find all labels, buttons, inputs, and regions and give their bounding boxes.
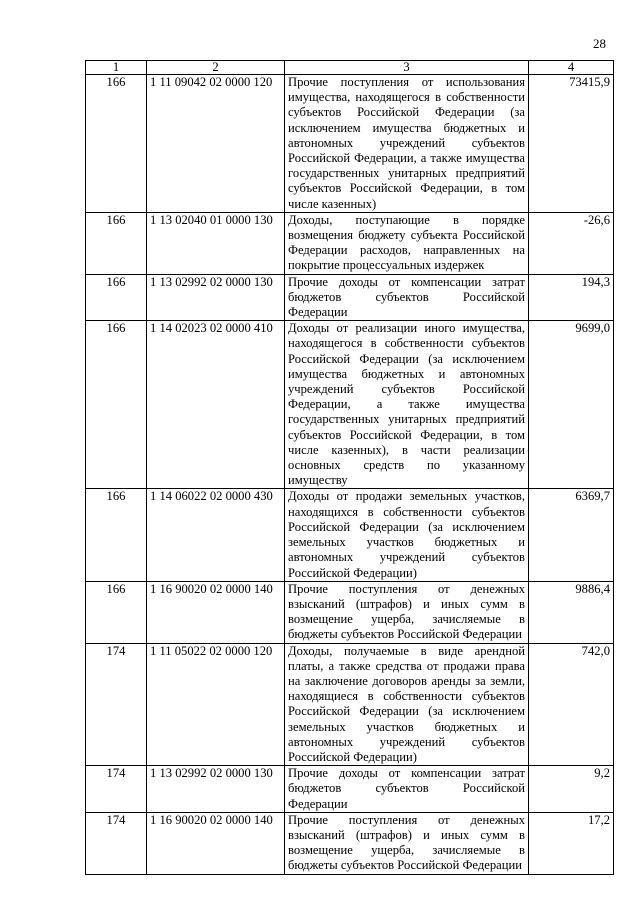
- table-row: [86, 581, 614, 643]
- admin-code-cell: 166: [86, 581, 147, 643]
- budget-code-cell: 1 14 02023 02 0000 410: [147, 321, 285, 489]
- table-row: [86, 643, 614, 766]
- budget-code-cell: 1 14 06022 02 0000 430: [147, 489, 285, 581]
- table-row: [86, 812, 614, 874]
- revenue-name-cell: Прочие доходы от компенсации затрат бюджетов субъектов Российской Федерации: [285, 766, 529, 813]
- amount-cell: 9886,4: [529, 581, 614, 643]
- amount-cell: -26,6: [529, 212, 614, 274]
- column-header-1: 1: [86, 61, 147, 75]
- table-row: [86, 766, 614, 813]
- budget-code-cell: 1 13 02040 01 0000 130: [147, 212, 285, 274]
- revenue-name-cell: Прочие поступления от использования имущества, находящегося в собственности субъектов Российской Федерации (за исключением имущества бюджетных и автономных учреждений субъектов Российской Федерации, а также имущества государственных унитарных предприятий субъектов Российской Федерации, в том числе казенных): [285, 75, 529, 213]
- admin-code-cell: 166: [86, 274, 147, 321]
- amount-cell: 73415,9: [529, 75, 614, 213]
- table-row: [86, 212, 614, 274]
- revenue-name-cell: Доходы, получаемые в виде арендной платы, а также средства от продажи права на заключение договоров аренды за земли, находящиеся в собственности субъектов Российской Федерации (за исключением земельных участков бюджетных и автономных учреждений субъектов Российской Федерации): [285, 643, 529, 766]
- admin-code-cell: 174: [86, 766, 147, 813]
- revenue-name-cell: Прочие доходы от компенсации затрат бюджетов субъектов Российской Федерации: [285, 274, 529, 321]
- admin-code-cell: 166: [86, 212, 147, 274]
- revenue-name-cell: Доходы, поступающие в порядке возмещения бюджету субъекта Российской Федерации расходов, направленных на покрытие процессуальных издержек: [285, 212, 529, 274]
- budget-code-cell: 1 11 05022 02 0000 120: [147, 643, 285, 766]
- budget-code-cell: 1 13 02992 02 0000 130: [147, 766, 285, 813]
- admin-code-cell: 166: [86, 75, 147, 213]
- amount-cell: 17,2: [529, 812, 614, 874]
- amount-cell: 742,0: [529, 643, 614, 766]
- budget-code-cell: 1 16 90020 02 0000 140: [147, 812, 285, 874]
- admin-code-cell: 174: [86, 643, 147, 766]
- amount-cell: 194,3: [529, 274, 614, 321]
- revenue-table: [85, 60, 614, 875]
- budget-code-cell: 1 16 90020 02 0000 140: [147, 581, 285, 643]
- table-row: [86, 489, 614, 581]
- amount-cell: 9699,0: [529, 321, 614, 489]
- column-header-2: 2: [147, 61, 285, 75]
- column-header-3: 3: [285, 61, 529, 75]
- amount-cell: 9,2: [529, 766, 614, 813]
- table-row: [86, 321, 614, 489]
- page-number: 28: [593, 36, 606, 51]
- admin-code-cell: 166: [86, 489, 147, 581]
- revenue-name-cell: Прочие поступления от денежных взысканий (штрафов) и иных сумм в возмещение ущерба, зачисляемые в бюджеты субъектов Российской Федерации: [285, 581, 529, 643]
- revenue-name-cell: Прочие поступления от денежных взысканий (штрафов) и иных сумм в возмещение ущерба, зачисляемые в бюджеты субъектов Российской Федерации: [285, 812, 529, 874]
- admin-code-cell: 166: [86, 321, 147, 489]
- table-row: [86, 75, 614, 213]
- revenue-name-cell: Доходы от продажи земельных участков, находящихся в собственности субъектов Российской Федерации (за исключением земельных участков бюджетных и автономных учреждений субъектов Российской Федерации): [285, 489, 529, 581]
- column-header-4: 4: [529, 61, 614, 75]
- revenue-name-cell: Доходы от реализации иного имущества, находящегося в собственности субъектов Российской Федерации (за исключением имущества бюджетных и автономных учреждений субъектов Российской Федерации, а также имущества государственных унитарных предприятий субъектов Российской Федерации, в том числе казенных), в части реализации основных средств по указанному имуществу: [285, 321, 529, 489]
- table-row: [86, 274, 614, 321]
- amount-cell: 6369,7: [529, 489, 614, 581]
- admin-code-cell: 174: [86, 812, 147, 874]
- budget-code-cell: 1 11 09042 02 0000 120: [147, 75, 285, 213]
- table-header-row: [86, 61, 614, 75]
- budget-code-cell: 1 13 02992 02 0000 130: [147, 274, 285, 321]
